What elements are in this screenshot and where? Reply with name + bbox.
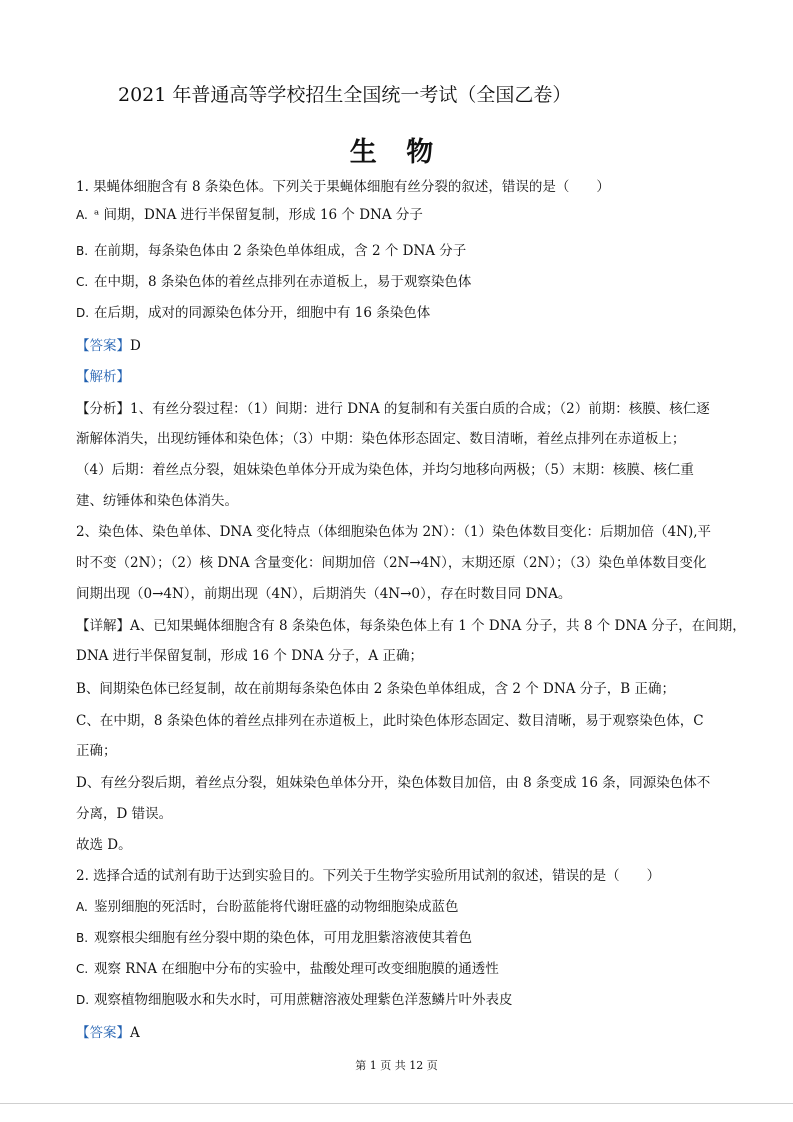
analysis-line: 【分析】1、有丝分裂过程：（1）间期：进行 DNA 的复制和有关蛋白质的合成；（2）前期：核膜、核仁逐 bbox=[76, 401, 710, 417]
option-label: D. bbox=[76, 306, 90, 320]
detail-line: D、有丝分裂后期，着丝点分裂，姐妹染色单体分开，染色体数目加倍，由 8 条变成 16 条，同源染色体不 bbox=[76, 775, 711, 791]
conclusion-line: 故选 D。 bbox=[76, 837, 132, 853]
analysis-line: 时不变（2N）；（2）核 DNA 含量变化：间期加倍（2N→4N），末期还原（2N）；（3）染色单体数目变化 bbox=[76, 555, 707, 571]
question-1-option-c bbox=[76, 273, 471, 291]
option-label: B. bbox=[76, 931, 89, 945]
question-1-option-b bbox=[76, 242, 466, 260]
exam-title: 2021 年普通高等学校招生全国统一考试（全国乙卷） bbox=[118, 84, 572, 106]
answer-tag: 【答案】 bbox=[76, 338, 130, 354]
analysis-line: 间期出现（0→4N），前期出现（4N），后期消失（4N→0），存在时数目同 DNA。 bbox=[76, 586, 572, 602]
option-text: 鉴别细胞的死活时，台盼蓝能将代谢旺盛的动物细胞染成蓝色 bbox=[94, 899, 459, 915]
question-1-answer bbox=[76, 337, 141, 355]
question-1-option-d bbox=[76, 304, 430, 322]
question-2-option-b bbox=[76, 929, 472, 947]
analysis-line: （4）后期：着丝点分裂，姐妹染色单体分开成为染色体，并均匀地移向两极；（5）末期：核膜、核仁重 bbox=[76, 462, 694, 478]
option-text: 在前期，每条染色体由 2 条染色单体组成，含 2 个 DNA 分子 bbox=[94, 243, 467, 259]
subject-heading: 生 物 bbox=[349, 137, 444, 168]
option-label: C. bbox=[76, 275, 89, 289]
detail-line: DNA 进行半保留复制，形成 16 个 DNA 分子，A 正确； bbox=[76, 648, 423, 664]
option-label: A. bbox=[76, 208, 88, 222]
answer-value: A bbox=[130, 1025, 140, 1041]
answer-value: D bbox=[130, 338, 141, 354]
question-2-option-d bbox=[76, 991, 513, 1009]
bottom-divider bbox=[0, 1103, 793, 1104]
answer-tag: 【答案】 bbox=[76, 1025, 130, 1041]
option-text: 在后期，成对的同源染色体分开，细胞中有 16 条染色体 bbox=[94, 305, 431, 321]
question-2-stem: 2. 选择合适的试剂有助于达到实验目的。下列关于生物学实验所用试剂的叙述，错误的是（ ） bbox=[76, 868, 661, 884]
analysis-tag: 【解析】 bbox=[76, 369, 130, 385]
question-1-stem: 1. 果蝇体细胞含有 8 条染色体。下列关于果蝇体细胞有丝分裂的叙述，错误的是（ ） bbox=[76, 179, 610, 195]
option-label: D. bbox=[76, 993, 90, 1007]
analysis-line: 2、染色体、染色单体、DNA 变化特点（体细胞染色体为 2N）：（1）染色体数目变化：后期加倍（4N),平 bbox=[76, 524, 712, 540]
detail-line: 正确； bbox=[76, 743, 117, 759]
option-text: 观察根尖细胞有丝分裂中期的染色体，可用龙胆紫溶液使其着色 bbox=[94, 930, 472, 946]
question-2-option-a bbox=[76, 898, 459, 916]
option-text: 在中期，8 条染色体的着丝点排列在赤道板上，易于观察染色体 bbox=[94, 274, 472, 290]
option-text: 观察 RNA 在细胞中分布的实验中，盐酸处理可改变细胞膜的通透性 bbox=[94, 961, 499, 977]
detail-line: C、在中期，8 条染色体的着丝点排列在赤道板上，此时染色体形态固定、数目清晰，易于观察染色体，C bbox=[76, 713, 704, 729]
analysis-line: 渐解体消失，出现纺锤体和染色体；（3）中期：染色体形态固定、数目清晰，着丝点排列在赤道板上； bbox=[76, 431, 686, 447]
option-label: A. bbox=[76, 900, 88, 914]
question-2-option-c bbox=[76, 960, 499, 978]
option-label: C. bbox=[76, 962, 89, 976]
analysis-line: 建、纺锤体和染色体消失。 bbox=[76, 493, 238, 509]
question-2-answer bbox=[76, 1024, 140, 1042]
detail-line: 【详解】A、已知果蝇体细胞含有 8 条染色体，每条染色体上有 1 个 DNA 分子，共 8 个 DNA 分子，在间期， bbox=[76, 618, 746, 634]
question-1-option-a bbox=[76, 206, 423, 224]
option-text: ᵃ 间期，DNA 进行半保留复制，形成 16 个 DNA 分子 bbox=[94, 207, 423, 223]
page-footer: 第 1 页 共 12 页 bbox=[355, 1059, 438, 1072]
option-label: B. bbox=[76, 244, 89, 258]
option-text: 观察植物细胞吸水和失水时，可用蔗糖溶液处理紫色洋葱鳞片叶外表皮 bbox=[94, 992, 513, 1008]
detail-line: B、间期染色体已经复制，故在前期每条染色体由 2 条染色单体组成，含 2 个 DNA 分子，B 正确； bbox=[76, 681, 675, 697]
detail-line: 分离，D 错误。 bbox=[76, 806, 173, 822]
